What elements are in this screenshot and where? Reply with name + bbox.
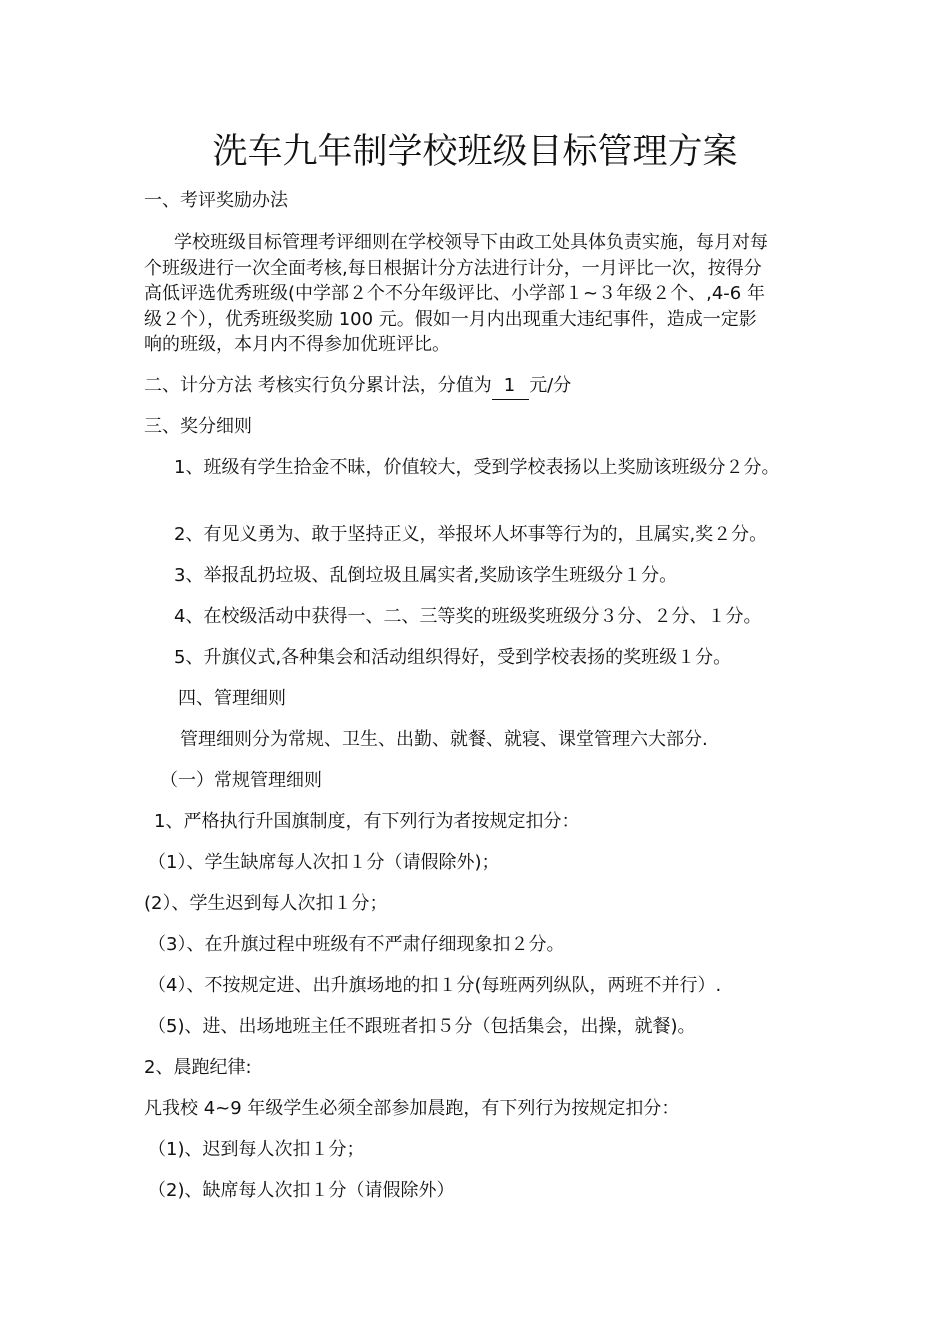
deduction-item: （3）、在升旗过程中班级有不严肃仔细现象扣２分。 (148, 934, 565, 955)
bonus-rule-item: 3、举报乱扔垃圾、乱倒垃圾且属实者,奖励该学生班级分１分。 (174, 565, 678, 586)
rule-title-morning-run: 2、晨跑纪律: (144, 1057, 252, 1078)
section-heading-reward-method: 一、考评奖励办法 (144, 190, 288, 211)
bonus-rule-item: 1、班级有学生拾金不昧，价值较大，受到学校表扬以上奖励该班级分２分。 (174, 457, 780, 478)
scoring-method-line (144, 373, 571, 400)
deduction-item: （1)、迟到每人次扣１分； (148, 1139, 365, 1160)
section-heading-management-rules: 四、管理细则 (178, 688, 286, 709)
bonus-rule-item: 5、升旗仪式,各种集会和活动组织得好，受到学校表扬的奖班级１分。 (174, 647, 732, 668)
deduction-item: （2)、缺席每人次扣１分（请假除外） (148, 1180, 455, 1201)
bonus-rule-item: 4、在校级活动中获得一、二、三等奖的班级奖班级分３分、２分、１分。 (174, 606, 762, 627)
document-title: 洗车九年制学校班级目标管理方案 (212, 132, 738, 172)
subsection-heading-routine: （一）常规管理细则 (160, 770, 322, 791)
score-unit: 元/分 (529, 375, 572, 396)
paragraph-line: 响的班级，本月内不得参加优班评比。 (144, 334, 450, 355)
rule-title-flag-raising: 1、严格执行升国旗制度，有下列行为者按规定扣分： (154, 811, 580, 832)
deduction-item: （4）、不按规定进、出升旗场地的扣１分(每班两列纵队，两班不并行）. (148, 975, 722, 996)
deduction-item: （5)、进、出场地班主任不跟班者扣５分（包括集会，出操，就餐)。 (148, 1016, 696, 1037)
paragraph-line: 学校班级目标管理考评细则在学校领导下由政工处具体负责实施，每月对每 (174, 232, 768, 253)
morning-run-intro: 凡我校 4~9 年级学生必须全部参加晨跑，有下列行为按规定扣分： (144, 1098, 680, 1119)
paragraph-line: 级２个），优秀班级奖励 100 元。假如一月内出现重大违纪事件，造成一定影 (144, 308, 757, 330)
management-rules-intro: 管理细则分为常规、卫生、出勤、就餐、就寝、课堂管理六大部分. (180, 729, 708, 750)
score-value-blank: 1 (492, 373, 529, 400)
section-heading-bonus-rules: 三、奖分细则 (144, 416, 252, 437)
bonus-rule-item: 2、有见义勇为、敢于坚持正义，举报坏人坏事等行为的，且属实,奖２分。 (174, 524, 768, 545)
reward-method-paragraph (144, 230, 812, 358)
deduction-item: （1）、学生缺席每人次扣１分（请假除外)； (148, 852, 500, 873)
paragraph-line: 高低评选优秀班级(中学部２个不分年级评比、小学部１~３年级２个、,4-6 年 (144, 283, 765, 304)
deduction-item: (2）、学生迟到每人次扣１分； (144, 893, 388, 914)
paragraph-line: 个班级进行一次全面考核,每日根据计分方法进行计分，一月评比一次，按得分 (144, 257, 762, 279)
scoring-method-text: 二、计分方法 考核实行负分累计法，分值为 (144, 375, 492, 396)
